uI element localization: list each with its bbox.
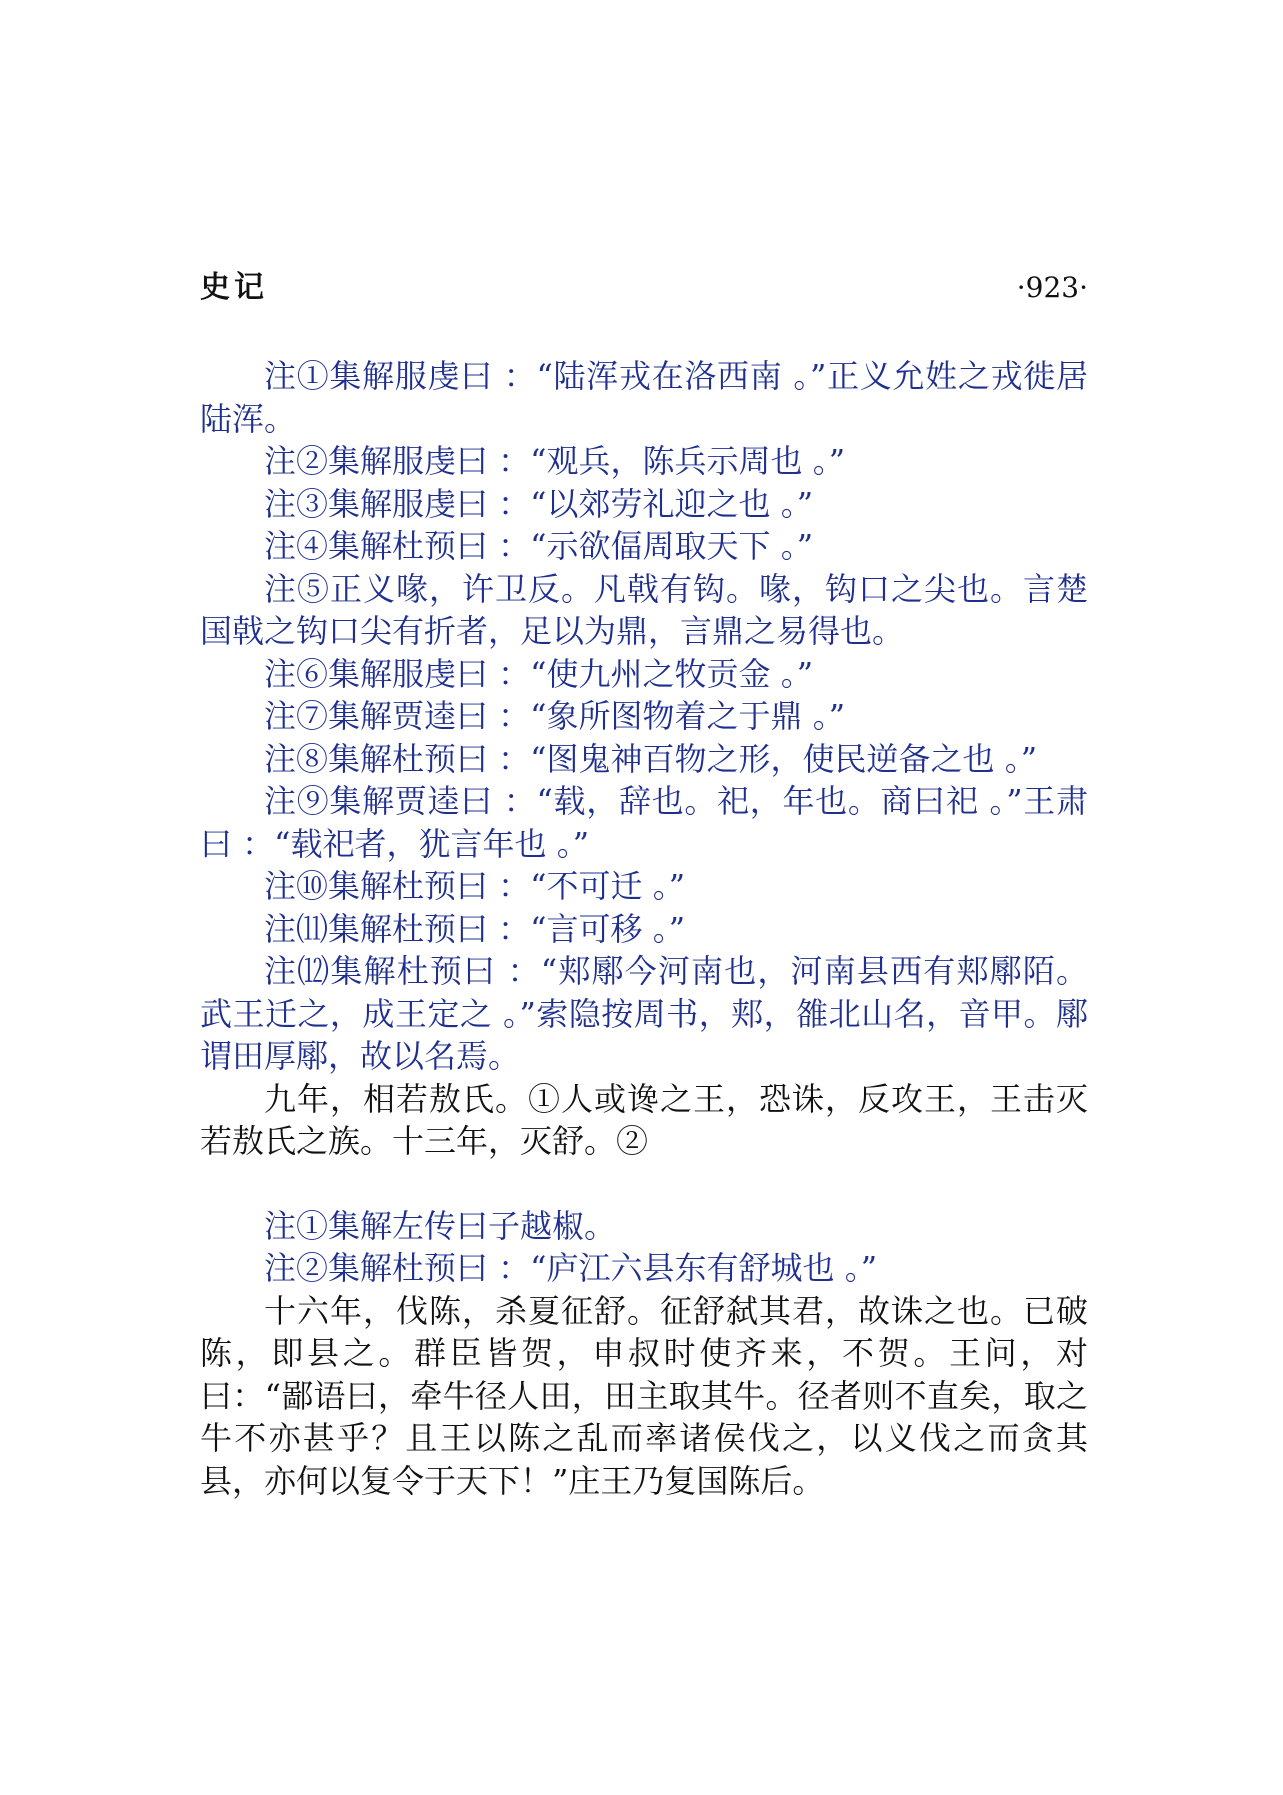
- page-number: ·923·: [1016, 271, 1088, 304]
- note-2: 注②集解服虔曰 ：“观兵，陈兵示周也 。”: [264, 442, 846, 480]
- running-title: 史记: [200, 270, 268, 305]
- page-header: [200, 268, 1088, 308]
- note-7: 注⑦集解贾逵曰 ：“象所图物着之于鼎 。”: [264, 697, 846, 735]
- note-11: 注⑾集解杜预曰 ：“言可移 。”: [264, 909, 686, 948]
- note-b2: 注②集解杜预曰 ：“庐江六县东有舒城也 。”: [264, 1249, 878, 1287]
- section-spacer: [200, 1163, 1088, 1205]
- note-4: 注④集解杜预曰 ：“示欲偪周取天下 。”: [264, 527, 814, 565]
- note-12: 注⑿集解杜预曰 ：“郏鄏今河南也，河南县西有郏鄏陌。武王迁之，成王定之 。”索隐按周书，郏，雒北山名，音甲。鄏谓田厚鄏，故以名焉。: [200, 952, 1088, 1075]
- note-3: 注③集解服虔曰 ：“以郊劳礼迎之也 。”: [264, 484, 814, 523]
- note-1: 注①集解服虔曰 ：“陆浑戎在洛西南 。”正义允姓之戎徙居陆浑。: [200, 357, 1088, 438]
- note-6: 注⑥集解服虔曰 ：“使九州之牧贡金 。”: [264, 654, 814, 693]
- main-paragraph-2: 十六年，伐陈，杀夏征舒。征舒弑其君，故诛之也。已破陈，即县之。群臣皆贺，申叔时使齐来，不贺。王问，对曰：“鄙语曰，牵牛径人田，田主取其牛。径者则不直矣，取之牛不亦甚乎？且王以陈之乱而率诸侯伐之，以义伐之而贪其县，亦何以复令于天下！”庄王乃复国陈后。: [200, 1291, 1088, 1500]
- note-10: 注⑩集解杜预曰 ：“不可迁 。”: [264, 867, 686, 905]
- note-5: 注⑤正义喙，许卫反。凡戟有钩。喙，钩口之尖也。言楚国戟之钩口尖有折者，足以为鼎，言鼎之易得也。: [200, 569, 1088, 650]
- page-body: [200, 355, 1088, 1502]
- note-8: 注⑧集解杜预曰 ：“图鬼神百物之形，使民逆备之也 。”: [264, 739, 1038, 778]
- note-9: 注⑨集解贾逵曰 ：“载，辞也。祀，年也。商曰祀 。”王肃曰 ：“载祀者，犹言年也 。”: [200, 782, 1088, 863]
- main-paragraph-1: 九年，相若敖氏。①人或谗之王，恐诛，反攻王，王击灭若敖氏之族。十三年，灭舒。②: [200, 1079, 1088, 1160]
- note-b1: 注①集解左传曰子越椒。: [264, 1206, 617, 1245]
